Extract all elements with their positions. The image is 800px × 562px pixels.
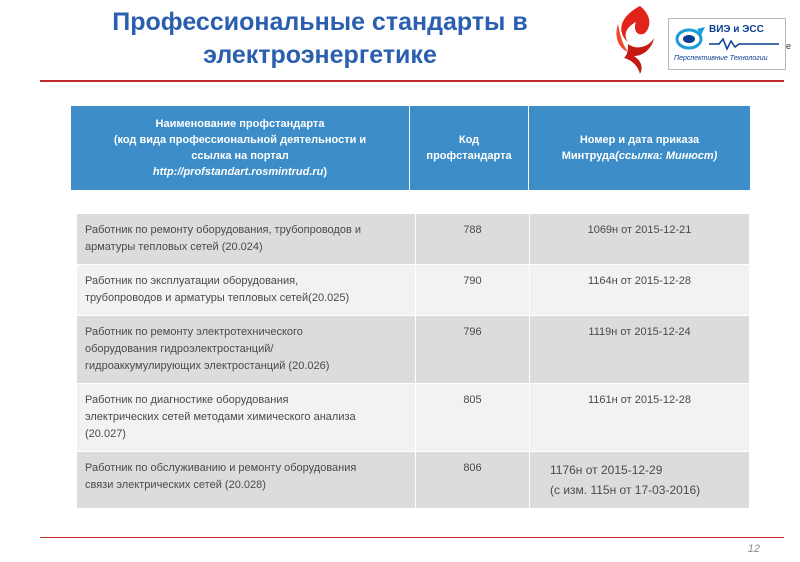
header-name-line-1: Наименование профстандарта [155, 118, 325, 130]
standard-name-line: Работник по ремонту электротехнического [85, 326, 303, 338]
standard-name-line: Работник по обслуживанию и ремонту оборудования [85, 462, 357, 474]
page-number: 12 [747, 543, 760, 555]
order-cell: 1119н от 2015-12-24 [588, 326, 691, 338]
logo-subtitle: Перспективные Технологии [674, 55, 768, 62]
header-name-line-3: ссылка на портал [191, 150, 289, 162]
table-row [77, 384, 749, 452]
portal-link[interactable]: http://profstandart.rosmintrud.ru [152, 166, 324, 178]
standard-name-line: оборудования гидроэлектростанций/ [85, 343, 274, 355]
standards-table [77, 214, 749, 509]
header-order-prefix: Минтруда [561, 150, 616, 162]
minjust-link[interactable]: (ссылка: Минюст) [615, 150, 718, 162]
header-code-line-2: профстандарта [426, 150, 512, 162]
header-close-paren: ) [323, 166, 328, 178]
standard-name-cell [77, 265, 415, 315]
table-row [77, 316, 749, 384]
table-row [77, 452, 749, 509]
header-order-column [529, 106, 750, 190]
bottom-divider [40, 537, 784, 538]
table-header [71, 106, 750, 190]
company-logo [668, 18, 786, 70]
standard-name-line: трубопроводов и арматуры тепловых сетей(20.025) [85, 292, 350, 304]
header-name-line-2: (код вида профессиональной деятельности и [113, 134, 367, 146]
standard-name-cell [77, 384, 415, 451]
header-name-line-4 [79, 164, 401, 180]
logo-trailing-text: е [786, 41, 792, 51]
top-divider [40, 80, 784, 82]
standard-name-line: гидроаккумулирующих электростанций (20.026) [85, 360, 330, 372]
header-code-column [409, 106, 529, 190]
swirl-logo-icon [675, 25, 707, 51]
standard-code-cell: 796 [415, 316, 530, 383]
order-text: 1176н от 2015-12-29 [550, 463, 663, 477]
logo-name: ВИЭ и ЭСС [709, 24, 764, 35]
standard-name-cell [77, 452, 415, 508]
standard-name-line: Работник по диагностике оборудования [85, 394, 289, 406]
order-cell: 1069н от 2015-12-21 [587, 224, 692, 236]
slide-title-line-1: Профессиональные стандарты в [112, 8, 528, 36]
order-cell [530, 452, 749, 508]
wave-line-icon [709, 37, 779, 51]
slide-title [60, 6, 580, 72]
standard-code-cell: 788 [415, 214, 530, 264]
standard-name-line: Работник по эксплуатации оборудования, [85, 275, 299, 287]
header-order-line-2 [529, 148, 750, 164]
standard-name-cell [77, 214, 415, 264]
standard-name-line: арматуры тепловых сетей (20.024) [85, 241, 263, 253]
standard-name-line: связи электрических сетей (20.028) [85, 479, 266, 491]
order-cell: 1161н от 2015-12-28 [587, 394, 692, 406]
flame-logo-icon [610, 4, 662, 76]
order-amendment-note: (с изм. 115н от 17-03-2016) [550, 483, 701, 497]
order-cell: 1164н от 2015-12-28 [587, 275, 692, 287]
header-code-line-1: Код [458, 134, 480, 146]
standard-name-cell [77, 316, 415, 383]
table-row [77, 265, 749, 316]
standard-name-line: электрических сетей методами химического анализа [85, 411, 356, 423]
header-order-line-1: Номер и дата приказа [579, 134, 700, 146]
standard-code-cell: 805 [415, 384, 530, 451]
standard-name-line: (20.027) [85, 428, 126, 440]
standard-name-line: Работник по ремонту оборудования, трубопроводов и [85, 224, 361, 236]
slide-title-line-2: электроэнергетике [203, 41, 437, 69]
header-name-column [71, 106, 409, 190]
standard-code-cell: 806 [415, 452, 530, 508]
table-row [77, 214, 749, 265]
standard-code-cell: 790 [415, 265, 530, 315]
